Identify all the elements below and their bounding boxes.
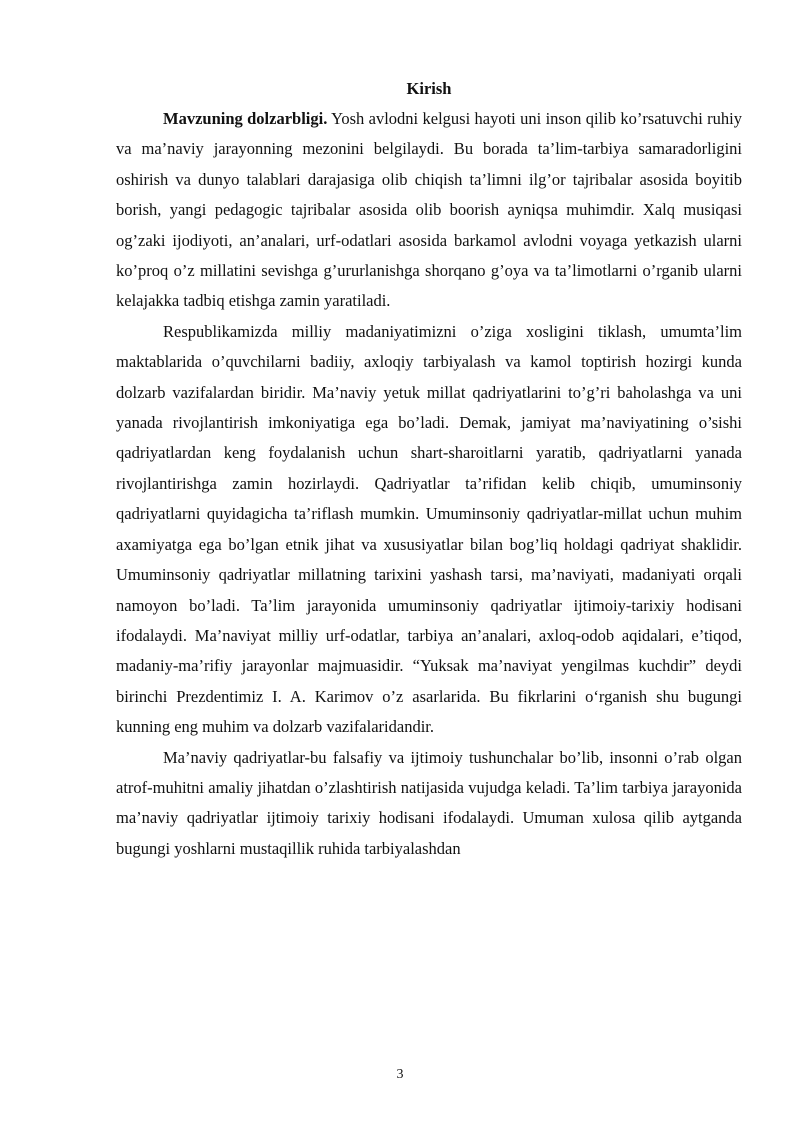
paragraph-2 [116,317,742,743]
paragraph-text: Respublikamizda milliy madaniyatimizni o’ziga xosligini tiklash, umumta’lim maktablarida o’quvchilarni badiiy, axloqiy tarbiyalash va kamol toptirish hozirgi kunda dolzarb vazifalardan biridir. Ma’naviy yetuk millat qadriyatlarini to’g’ri baholashga va uni yanada rivojlantirish imkoniyatiga ega bo’ladi. Demak, jamiyat ma’naviyatining o’sishi qadriyatlardan keng foydalanish uchun shart-sharoitlarni yaratib, qadriyatlarni yanada rivojlantirishga zamin hozirlaydi. Qadriyatlar ta’rifidan kelib chiqib, umuminsoniy qadriyatlarni quyidagicha ta’riflash mumkin. Umuminsoniy qadriyatlar-millat uchun muhim axamiyatga ega bo’lgan etnik jihat va xususiyatlar bilan bog’liq holdagi qadriyat shaklidir. Umuminsoniy qadriyatlar millatning tarixini yashash tarsi, ma’naviyati, madaniyati orqali namoyon bo’ladi. Ta’lim jarayonida umuminsoniy qadriyatlar ijtimoiy-tarixiy hodisani ifodalaydi. Ma’naviyat milliy urf-odatlar, tarbiya an’analari, axloq-odob aqidalari, e’tiqod, madaniy-ma’rifiy jarayonlar majmuasidir. “Yuksak ma’naviyat yengilmas kuchdir” deydi birinchi Prezdentimiz I. A. Karimov o’z asarlarida. Bu fikrlarini o‘rganish shu bugungi kunning eng muhim va dolzarb vazifalaridandir. [116,321,742,737]
document-page [116,74,742,864]
paragraph-text: Yosh avlodni kelgusi hayoti uni inson qilib ko’rsatuvchi ruhiy va ma’naviy jarayonning mezonini belgilaydi. Bu borada ta’lim-tarbiya samaradorligini oshirish va dunyo talablari darajasiga olib chiqish ta’limni ilg’or tajribalar asosida boyitib borish, yangi pedagogic tajribalar asosida olib boorish ayniqsa muhimdir. Xalq musiqasi og’zaki ijodiyoti, an’analari, urf-odatlari asosida barkamol avlodni voyaga yetkazish ularni ko’proq o’z millatini sevishga g’ururlanishga shorqano g’oya va ta’limotlarni o’rganib ularni kelajakka tadbiq etishga zamin yaratiladi. [116,109,742,311]
page-number: 3 [396,1067,404,1082]
paragraph-3 [116,743,742,865]
paragraph-1 [116,104,742,317]
paragraph-lead: Mavzuning dolzarbligi. [163,109,328,128]
page-title: Kirish [406,79,452,98]
paragraph-text: Ma’naviy qadriyatlar-bu falsafiy va ijtimoiy tushunchalar bo’lib, insonni o’rab olgan atrof-muhitni amaliy jihatdan o’zlashtirish natijasida vujudga keladi. Ta’lim tarbiya jarayonida ma’naviy qadriyatlar ijtimoiy tarixiy hodisani ifodalaydi. Umuman xulosa qilib aytganda bugungi yoshlarni mustaqillik ruhida tarbiyalashdan [116,747,742,858]
